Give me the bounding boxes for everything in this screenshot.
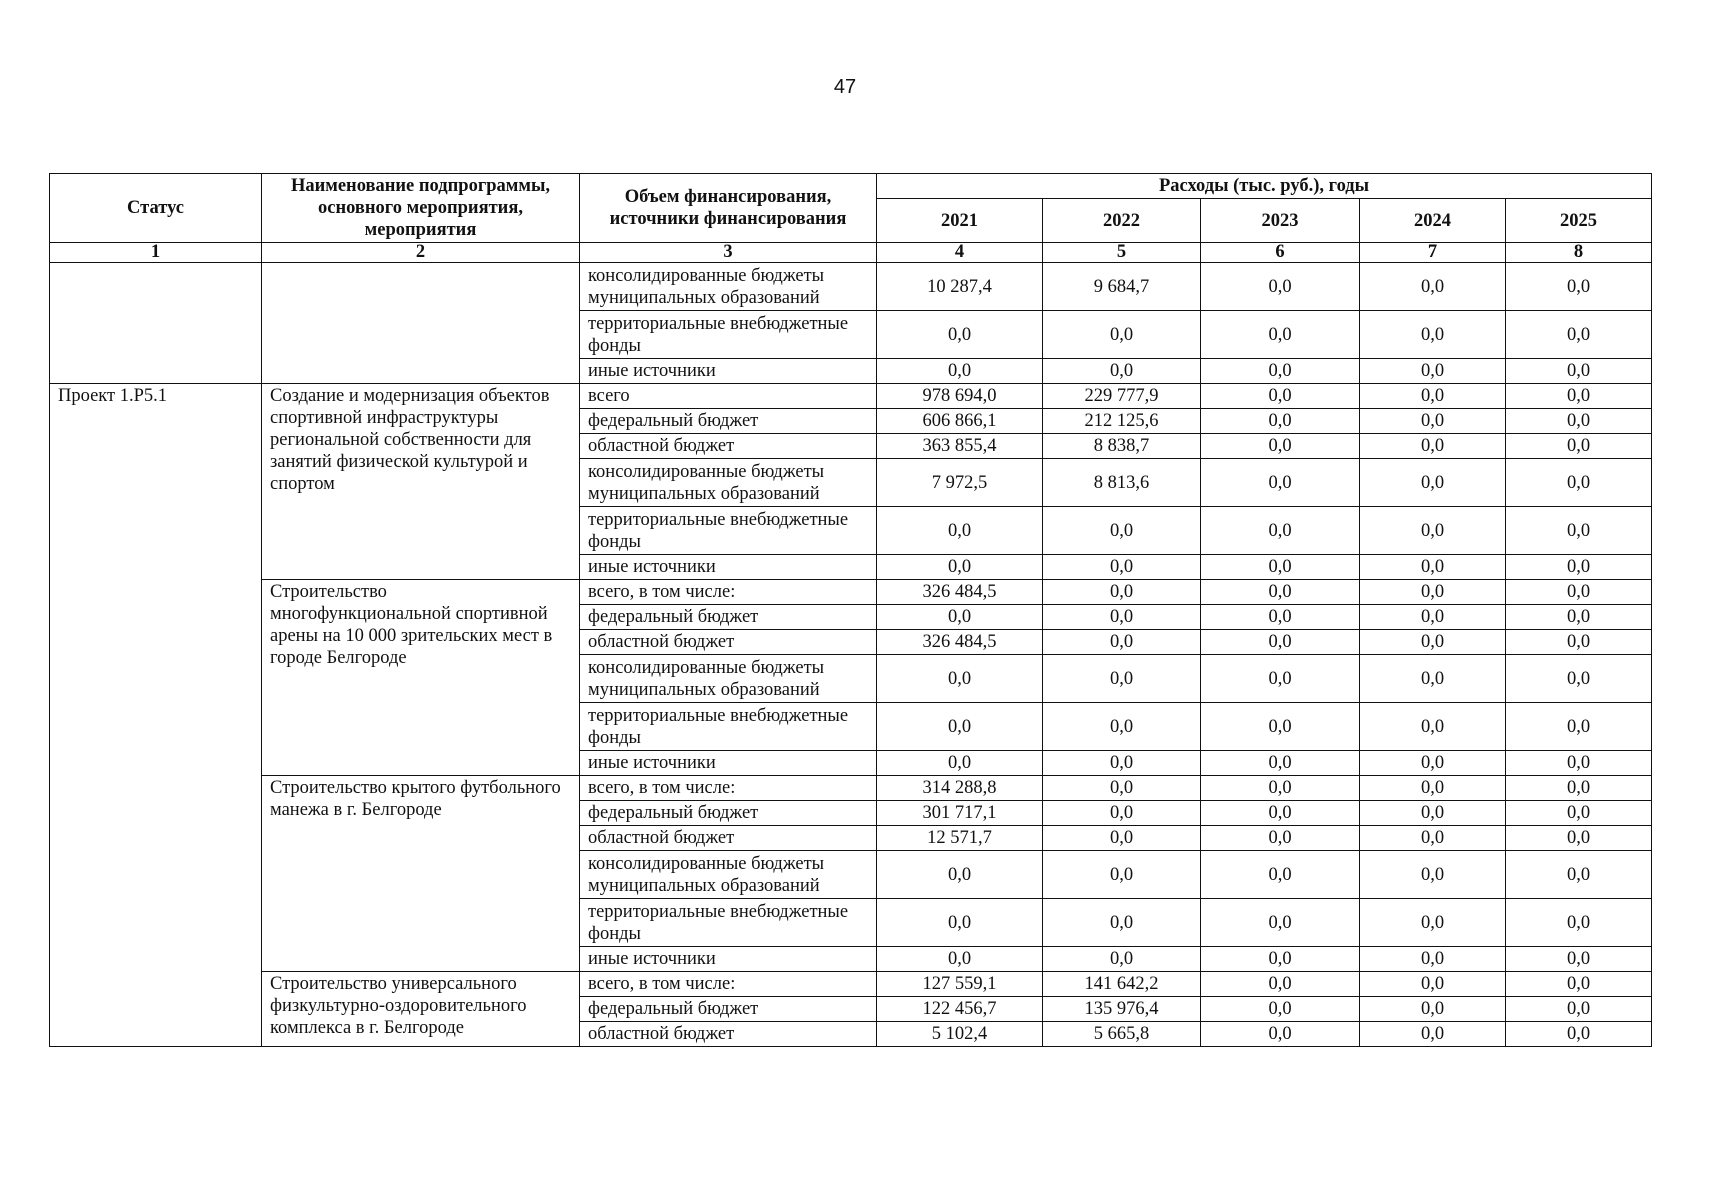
value-cell: 0,0 — [1043, 947, 1201, 972]
header-year: 2022 — [1043, 199, 1201, 243]
value-cell: 0,0 — [1201, 507, 1360, 555]
value-cell: 326 484,5 — [877, 580, 1043, 605]
header-name: Наименование подпрограммы, основного мероприятия, мероприятия — [262, 174, 580, 243]
value-cell: 0,0 — [1360, 1022, 1506, 1047]
value-cell: 0,0 — [1360, 751, 1506, 776]
value-cell: 0,0 — [1506, 409, 1652, 434]
value-cell: 0,0 — [877, 655, 1043, 703]
header-expenses: Расходы (тыс. руб.), годы — [877, 174, 1652, 199]
value-cell: 0,0 — [1360, 311, 1506, 359]
source-cell: территориальные внебюджетные фонды — [580, 899, 877, 947]
value-cell: 0,0 — [877, 311, 1043, 359]
source-cell: федеральный бюджет — [580, 801, 877, 826]
value-cell: 8 838,7 — [1043, 434, 1201, 459]
value-cell: 0,0 — [1360, 605, 1506, 630]
value-cell: 0,0 — [1043, 605, 1201, 630]
source-cell: территориальные внебюджетные фонды — [580, 311, 877, 359]
value-cell: 0,0 — [1043, 507, 1201, 555]
header-year: 2024 — [1360, 199, 1506, 243]
value-cell: 0,0 — [1201, 384, 1360, 409]
status-cell: Проект 1.Р5.1 — [50, 384, 262, 1047]
source-cell: федеральный бюджет — [580, 409, 877, 434]
value-cell: 0,0 — [1360, 899, 1506, 947]
value-cell: 0,0 — [1506, 655, 1652, 703]
value-cell: 9 684,7 — [1043, 263, 1201, 311]
value-cell: 0,0 — [1360, 434, 1506, 459]
value-cell: 122 456,7 — [877, 997, 1043, 1022]
value-cell: 0,0 — [1360, 997, 1506, 1022]
source-cell: областной бюджет — [580, 630, 877, 655]
value-cell: 0,0 — [1201, 580, 1360, 605]
value-cell: 606 866,1 — [877, 409, 1043, 434]
event-name-cell: Создание и модернизация объектов спортивной инфраструктуры региональной собственности для занятий физической культурой и спортом — [262, 384, 580, 580]
value-cell: 0,0 — [1360, 851, 1506, 899]
value-cell: 0,0 — [1506, 899, 1652, 947]
source-cell: федеральный бюджет — [580, 997, 877, 1022]
value-cell: 5 102,4 — [877, 1022, 1043, 1047]
value-cell: 0,0 — [1360, 972, 1506, 997]
value-cell: 8 813,6 — [1043, 459, 1201, 507]
value-cell: 5 665,8 — [1043, 1022, 1201, 1047]
value-cell: 0,0 — [1506, 751, 1652, 776]
value-cell: 0,0 — [1201, 605, 1360, 630]
event-name-cell — [262, 263, 580, 384]
value-cell: 0,0 — [1360, 655, 1506, 703]
table-row — [50, 580, 1652, 605]
value-cell: 0,0 — [1201, 555, 1360, 580]
value-cell: 314 288,8 — [877, 776, 1043, 801]
value-cell: 0,0 — [1360, 263, 1506, 311]
value-cell: 0,0 — [1506, 947, 1652, 972]
value-cell: 0,0 — [1360, 384, 1506, 409]
value-cell: 0,0 — [1043, 899, 1201, 947]
value-cell: 0,0 — [1506, 580, 1652, 605]
value-cell: 0,0 — [1360, 630, 1506, 655]
value-cell: 0,0 — [1360, 703, 1506, 751]
value-cell: 0,0 — [1201, 972, 1360, 997]
value-cell: 0,0 — [1201, 655, 1360, 703]
value-cell: 0,0 — [1506, 801, 1652, 826]
header-status: Статус — [50, 174, 262, 243]
table-row — [50, 263, 1652, 311]
value-cell: 0,0 — [1360, 409, 1506, 434]
value-cell: 0,0 — [1506, 384, 1652, 409]
value-cell: 0,0 — [1201, 851, 1360, 899]
value-cell: 0,0 — [1201, 947, 1360, 972]
value-cell: 0,0 — [1506, 997, 1652, 1022]
value-cell: 0,0 — [1201, 751, 1360, 776]
value-cell: 0,0 — [1201, 899, 1360, 947]
source-cell: консолидированные бюджеты муниципальных образований — [580, 655, 877, 703]
event-name-cell: Строительство универсального физкультурно-оздоровительного комплекса в г. Белгороде — [262, 972, 580, 1047]
table-row — [50, 972, 1652, 997]
value-cell: 0,0 — [1506, 826, 1652, 851]
value-cell: 0,0 — [1506, 703, 1652, 751]
value-cell: 0,0 — [877, 703, 1043, 751]
financing-table — [49, 173, 1652, 1047]
value-cell: 0,0 — [1506, 776, 1652, 801]
source-cell: иные источники — [580, 751, 877, 776]
value-cell: 135 976,4 — [1043, 997, 1201, 1022]
value-cell: 363 855,4 — [877, 434, 1043, 459]
value-cell: 127 559,1 — [877, 972, 1043, 997]
source-cell: иные источники — [580, 555, 877, 580]
source-cell: областной бюджет — [580, 434, 877, 459]
header-year: 2025 — [1506, 199, 1652, 243]
column-number: 2 — [262, 243, 580, 263]
value-cell: 0,0 — [1506, 1022, 1652, 1047]
value-cell: 0,0 — [1360, 801, 1506, 826]
value-cell: 0,0 — [1360, 507, 1506, 555]
value-cell: 212 125,6 — [1043, 409, 1201, 434]
event-name-cell: Строительство многофункциональной спортивной арены на 10 000 зрительских мест в городе Белгороде — [262, 580, 580, 776]
value-cell: 0,0 — [1506, 507, 1652, 555]
value-cell: 0,0 — [877, 605, 1043, 630]
header-volume: Объем финансирования, источники финансирования — [580, 174, 877, 243]
value-cell: 0,0 — [1043, 555, 1201, 580]
value-cell: 0,0 — [877, 947, 1043, 972]
page-number: 47 — [833, 76, 857, 98]
value-cell: 0,0 — [1360, 459, 1506, 507]
source-cell: иные источники — [580, 947, 877, 972]
value-cell: 0,0 — [1201, 1022, 1360, 1047]
source-cell: областной бюджет — [580, 1022, 877, 1047]
value-cell: 0,0 — [1360, 555, 1506, 580]
value-cell: 0,0 — [1201, 311, 1360, 359]
value-cell: 0,0 — [877, 359, 1043, 384]
value-cell: 978 694,0 — [877, 384, 1043, 409]
source-cell: всего, в том числе: — [580, 972, 877, 997]
value-cell: 0,0 — [1360, 776, 1506, 801]
value-cell: 0,0 — [877, 555, 1043, 580]
value-cell: 0,0 — [1360, 359, 1506, 384]
source-cell: консолидированные бюджеты муниципальных образований — [580, 459, 877, 507]
source-cell: федеральный бюджет — [580, 605, 877, 630]
column-number: 3 — [580, 243, 877, 263]
value-cell: 0,0 — [1506, 972, 1652, 997]
value-cell: 0,0 — [1506, 263, 1652, 311]
status-cell — [50, 263, 262, 384]
value-cell: 0,0 — [1201, 359, 1360, 384]
value-cell: 0,0 — [1360, 580, 1506, 605]
value-cell: 0,0 — [1506, 630, 1652, 655]
column-number: 6 — [1201, 243, 1360, 263]
value-cell: 0,0 — [1506, 459, 1652, 507]
value-cell: 0,0 — [1360, 947, 1506, 972]
source-cell: всего — [580, 384, 877, 409]
column-number: 7 — [1360, 243, 1506, 263]
value-cell: 0,0 — [1201, 776, 1360, 801]
value-cell: 0,0 — [877, 899, 1043, 947]
value-cell: 0,0 — [1201, 434, 1360, 459]
value-cell: 0,0 — [1201, 263, 1360, 311]
value-cell: 0,0 — [1201, 630, 1360, 655]
table-row — [50, 384, 1652, 409]
table-body — [50, 263, 1652, 1047]
value-cell: 10 287,4 — [877, 263, 1043, 311]
value-cell: 0,0 — [877, 751, 1043, 776]
source-cell: консолидированные бюджеты муниципальных образований — [580, 851, 877, 899]
header-year: 2021 — [877, 199, 1043, 243]
value-cell: 0,0 — [1201, 826, 1360, 851]
value-cell: 0,0 — [1043, 655, 1201, 703]
column-number: 4 — [877, 243, 1043, 263]
value-cell: 0,0 — [1201, 703, 1360, 751]
value-cell: 0,0 — [1360, 826, 1506, 851]
value-cell: 0,0 — [1043, 630, 1201, 655]
value-cell: 229 777,9 — [1043, 384, 1201, 409]
value-cell: 0,0 — [1506, 359, 1652, 384]
value-cell: 0,0 — [1201, 459, 1360, 507]
column-number: 1 — [50, 243, 262, 263]
source-cell: областной бюджет — [580, 826, 877, 851]
source-cell: территориальные внебюджетные фонды — [580, 507, 877, 555]
value-cell: 0,0 — [1043, 580, 1201, 605]
event-name-cell: Строительство крытого футбольного манежа в г. Белгороде — [262, 776, 580, 972]
value-cell: 0,0 — [1201, 801, 1360, 826]
source-cell: иные источники — [580, 359, 877, 384]
value-cell: 326 484,5 — [877, 630, 1043, 655]
value-cell: 0,0 — [1506, 434, 1652, 459]
value-cell: 0,0 — [1043, 359, 1201, 384]
value-cell: 0,0 — [1043, 703, 1201, 751]
value-cell: 0,0 — [1043, 311, 1201, 359]
value-cell: 141 642,2 — [1043, 972, 1201, 997]
value-cell: 0,0 — [1201, 409, 1360, 434]
value-cell: 7 972,5 — [877, 459, 1043, 507]
value-cell: 0,0 — [1506, 851, 1652, 899]
column-number: 5 — [1043, 243, 1201, 263]
source-cell: всего, в том числе: — [580, 776, 877, 801]
value-cell: 0,0 — [1043, 826, 1201, 851]
value-cell: 301 717,1 — [877, 801, 1043, 826]
value-cell: 0,0 — [1201, 997, 1360, 1022]
value-cell: 0,0 — [877, 851, 1043, 899]
value-cell: 0,0 — [877, 507, 1043, 555]
source-cell: всего, в том числе: — [580, 580, 877, 605]
source-cell: территориальные внебюджетные фонды — [580, 703, 877, 751]
value-cell: 0,0 — [1506, 311, 1652, 359]
value-cell: 0,0 — [1506, 605, 1652, 630]
source-cell: консолидированные бюджеты муниципальных образований — [580, 263, 877, 311]
value-cell: 0,0 — [1506, 555, 1652, 580]
value-cell: 0,0 — [1043, 751, 1201, 776]
column-number: 8 — [1506, 243, 1652, 263]
value-cell: 0,0 — [1043, 776, 1201, 801]
value-cell: 0,0 — [1043, 851, 1201, 899]
value-cell: 0,0 — [1043, 801, 1201, 826]
value-cell: 12 571,7 — [877, 826, 1043, 851]
header-year: 2023 — [1201, 199, 1360, 243]
table-row — [50, 776, 1652, 801]
